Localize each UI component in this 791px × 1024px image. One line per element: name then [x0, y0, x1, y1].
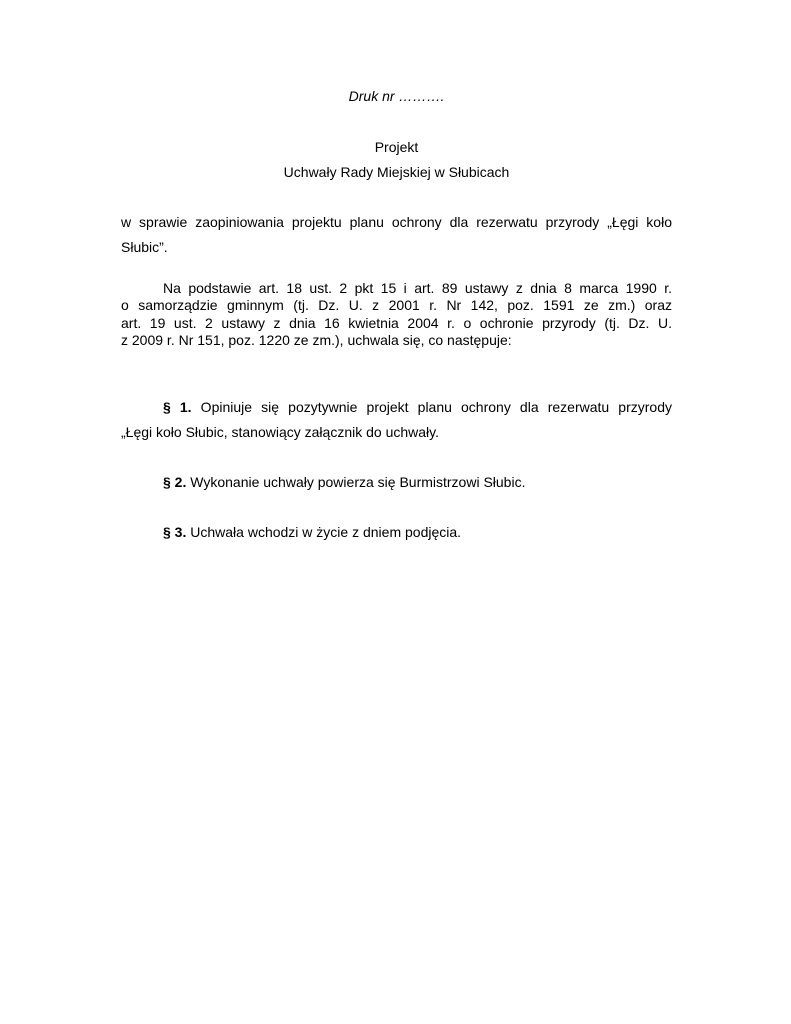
section-2 — [121, 473, 672, 491]
section-1-text: Opiniuje się pozytywnie projekt planu ochrony dla rezerwatu przyrody — [191, 399, 672, 415]
section-1-mark: § 1. — [163, 399, 192, 415]
subject-line-2: Słubic”. — [121, 239, 168, 255]
section-3 — [121, 523, 672, 541]
section-1-line-1 — [121, 398, 672, 416]
section-2-mark: § 2. — [163, 474, 187, 490]
section-3-mark: § 3. — [163, 524, 187, 540]
section-1-line-2: „Łęgi koło Słubic, stanowiący załącznik do uchwały. — [121, 424, 440, 440]
section-3-text: Uchwała wchodzi w życie z dniem podjęcia. — [186, 524, 462, 540]
document-type: Projekt — [374, 139, 419, 155]
section-2-text: Wykonanie uchwały powierza się Burmistrzowi Słubic. — [186, 474, 526, 490]
subject-line-1: w sprawie zaopiniowania projektu planu ochrony dla rezerwatu przyrody „Łęgi koło — [121, 214, 672, 230]
preamble-line-2: o samorządzie gminnym (tj. Dz. U. z 2001 r. Nr 142, poz. 1591 ze zm.) oraz — [121, 297, 672, 313]
preamble-line-3: art. 19 ust. 2 ustawy z dnia 16 kwietnia 2004 r. o ochronie przyrody (tj. Dz. U. — [121, 315, 672, 331]
preamble-line-4: z 2009 r. Nr 151, poz. 1220 ze zm.), uchwala się, co następuje: — [121, 332, 512, 348]
preamble-line-1: Na podstawie art. 18 ust. 2 pkt 15 i art. 89 ustawy z dnia 8 marca 1990 r. — [163, 280, 672, 296]
print-number: Druk nr ………. — [348, 88, 445, 104]
document-title: Uchwały Rady Miejskiej w Słubicach — [283, 164, 510, 180]
